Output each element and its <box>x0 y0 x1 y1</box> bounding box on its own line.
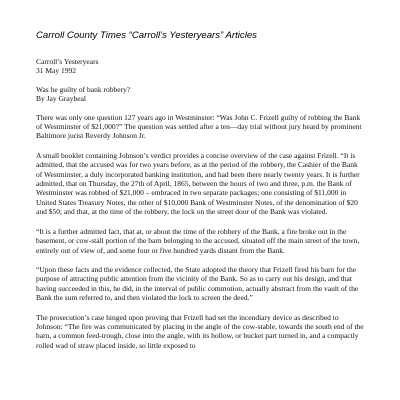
column-title: Carroll’s Yesteryears <box>36 57 99 66</box>
document-header: Carroll County Times “Carroll’s Yesteryears” Articles <box>36 30 257 41</box>
article-heading <box>36 85 364 104</box>
paragraph: There was only one question 127 years ago in Westminster: “Was John C. Frizell guilty of robbing the Bank of Westminster of $21,000?” The question was settled after a ten—day trial without jury heard by prominent Baltimore jurist Reverdy Johnson Jr. <box>36 112 362 141</box>
paragraph: The prosecution’s case hinged upon proving that Frizell had set the incendiary device as described to Johnson: “The fire was communicated by placing in the angle of the cow-stable, towards the south end of the barn, a common feed-trough, close into the angle, with its hollow, or bucket part turned in, and a compactly rolled wad of straw placed inside, so little exposed to <box>36 312 364 350</box>
article-date: 31 May 1992 <box>36 66 76 76</box>
column-info <box>36 57 364 76</box>
article-byline: By Jay Graybeal <box>36 94 86 104</box>
paragraph: A small booklet containing Johnson’s verdict provides a concise overview of the case against Frizell. “It is admitted, that the accused was for two years before, as at the period of the robbery, the Cashier of the Bank of Westminster, a duly incorporated banking institution, and had been there nearly twenty years. It is further admitted, that on Thursday, the 27th of April, 1865, between the hours of two and three, p.m. the Bank of Westminster was robbed of $21,000 – embraced in two separate packages; one consisting of $11,000 in United States Treasury Notes, the other of $10,000 Bank of Westminster Notes, of the denomination of $20 and $50; and that, at the time of the robbery, the lock on the street door of the Bank was violated. <box>36 150 360 217</box>
paragraph: “It is a further admitted fact, that at, or about the time of the robbery of the Bank, a fire broke out in the basement, or cow-stall portion of the barn belonging to the accused, situated off the main street of the town, entirely out of view of, and some four or five hundred yards distant from the Bank. <box>36 226 360 255</box>
article-headline: Was he guilty of bank robbery? <box>36 84 131 94</box>
paragraph: “Upon these facts and the evidence collected, the State adopted the theory that Frizell fired his barn for the purpose of attracting public attention from the vicinity of the Bank. So as to carry out his design, and that having succeeded in this, he did, in the interval of public commotion, actually abstract from the vault of the Bank the sum referred to, and then violated the lock to screen the deed.” <box>36 264 359 303</box>
